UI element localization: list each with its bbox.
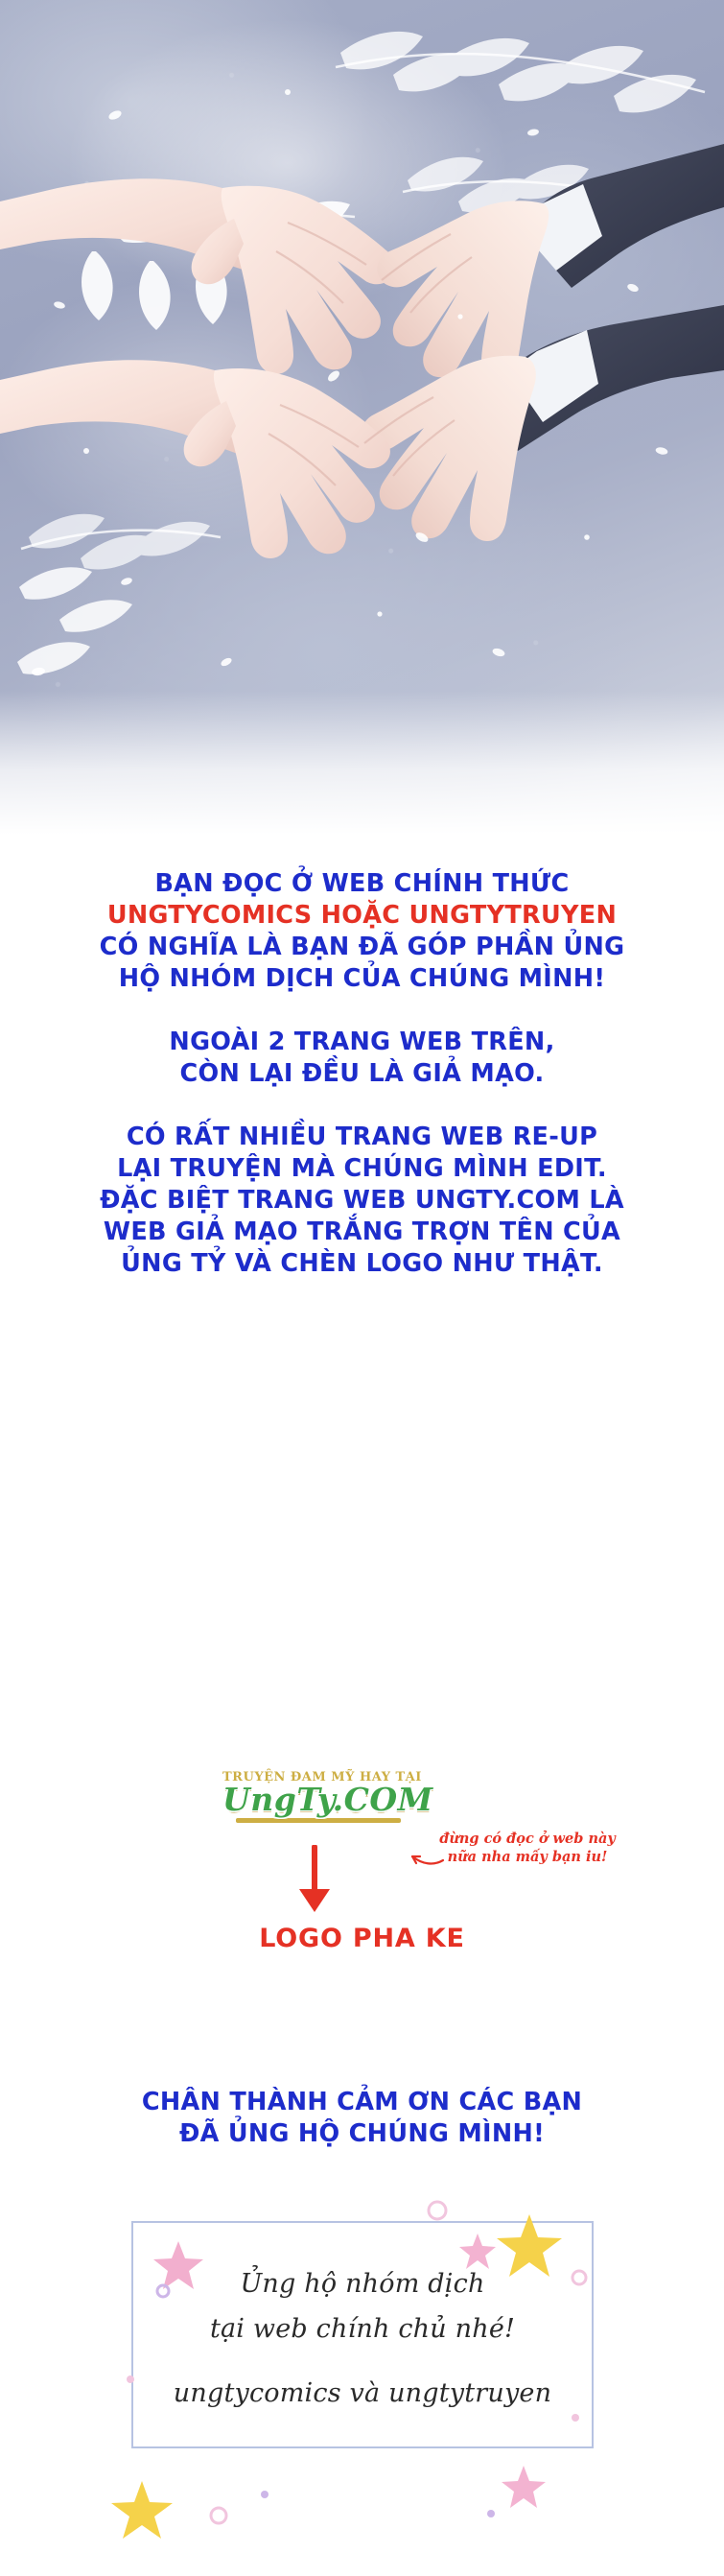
notice-line-3: CÓ NGHĨA LÀ BẠN ĐÃ GÓP PHẦN ỦNG (99, 933, 625, 961)
support-card-line-1: Ủng hộ nhóm dịch (240, 2269, 485, 2299)
fake-logo-brand: UngTy.COM (222, 1781, 433, 1818)
notice-spacer-1 (0, 995, 724, 1027)
official-site-notice (0, 868, 724, 1280)
notice-line-2: UNGTYCOMICS HOẶC UNGTYTRUYEN (106, 901, 618, 930)
fake-logo-graphic (222, 1770, 433, 1823)
notice2-line-2: CÒN LẠI ĐỀU LÀ GIẢ MẠO. (179, 1059, 545, 1088)
notice3-line-1: CÓ RẤT NHIỀU TRANG WEB RE-UP (126, 1123, 598, 1151)
star-yellow-bottom-icon (111, 2481, 173, 2539)
artwork-bottom-fade (0, 691, 724, 835)
comic-artwork-panel (0, 0, 724, 835)
support-card-line-2: tại web chính chủ nhé! (209, 2314, 516, 2344)
notice3-line-5: ỦNG TỶ VÀ CHÈN LOGO NHƯ THẬT. (121, 1249, 603, 1278)
support-call-to-action-card (131, 2221, 594, 2448)
notice-line-1: BẠN ĐỌC Ở WEB CHÍNH THỨC (154, 869, 570, 898)
notice3-line-2: LẠI TRUYỆN MÀ CHÚNG MÌNH EDIT. (117, 1154, 607, 1183)
notice3-line-3: ĐẶC BIỆT TRANG WEB UNGTY.COM LÀ (100, 1186, 624, 1215)
notice-spacer-2 (0, 1090, 724, 1122)
thanks-line-2: ĐÃ ỦNG HỘ CHÚNG MÌNH! (178, 2119, 546, 2148)
fake-logo-underline-bar (236, 1818, 401, 1823)
down-arrow-icon (292, 1845, 338, 1914)
notice-line-4: HỘ NHÓM DỊCH CỦA CHÚNG MÌNH! (118, 964, 606, 993)
fake-logo-caption: LOGO PHA KE (259, 1924, 465, 1953)
thanks-line-1: CHÂN THÀNH CẢM ƠN CÁC BẠN (141, 2088, 583, 2116)
ring-pink-icon (429, 2202, 446, 2219)
thanks-message (0, 2087, 724, 2150)
support-card-line-3: ungtycomics và ungtytruyen (173, 2378, 552, 2408)
fake-logo-tagline: TRUYỆN ĐAM MỸ HAY TẠI (222, 1770, 422, 1784)
notice2-line-1: NGOÀI 2 TRANG WEB TRÊN, (169, 1028, 555, 1056)
notice3-line-4: WEB GIẢ MẠO TRẮNG TRỢN TÊN CỦA (103, 1217, 621, 1246)
fake-logo-block (0, 1770, 724, 2058)
handwritten-warning-note: đừng có đọc ở web này nữa nha mấy bạn iu! (439, 1831, 616, 1865)
